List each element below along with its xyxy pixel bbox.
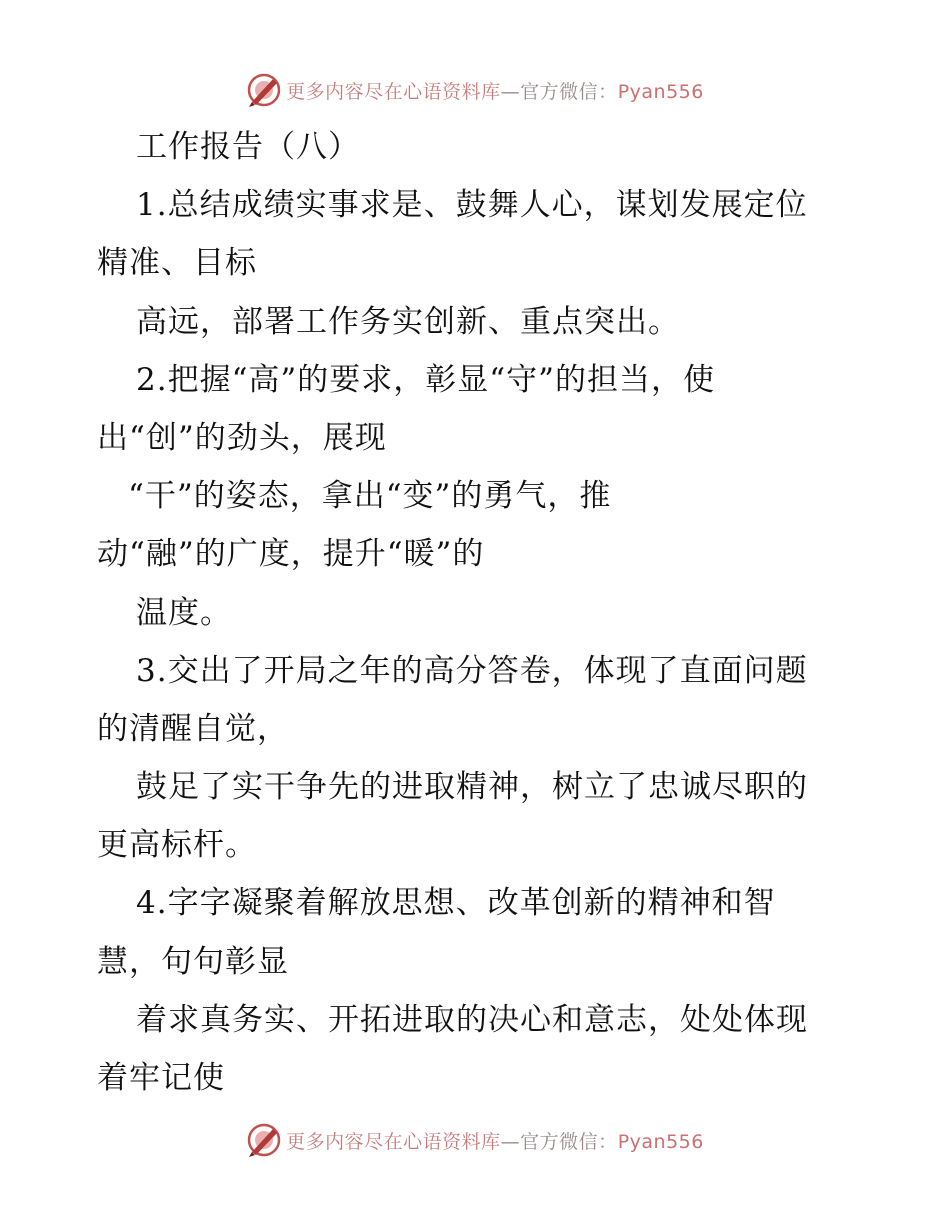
header-banner: [0, 70, 950, 110]
paragraph-line: 3.交出了开局之年的高分答卷，体现了直面问题: [136, 652, 808, 689]
paragraph-line: 的清醒自觉，: [97, 710, 289, 747]
paragraph-line: 精准、目标: [97, 245, 257, 282]
paragraph-line: 着求真务实、开拓进取的决心和意志，处处体现: [136, 1001, 808, 1038]
paragraph-line: 4.字字凝聚着解放思想、改革创新的精神和智: [136, 885, 776, 922]
paragraph-line: “干”的姿态，拿出“变”的勇气，推: [128, 478, 612, 515]
pen-logo-icon: [246, 72, 282, 108]
footer-banner: [0, 1120, 950, 1160]
paragraph-line: 动“融”的广度，提升“暖”的: [97, 536, 485, 573]
paragraph-line: 更高标杆。: [97, 827, 257, 864]
paragraph-line: 1.总结成绩实事求是、鼓舞人心，谋划发展定位: [136, 187, 808, 224]
paragraph-line: 高远，部署工作务实创新、重点突出。: [136, 303, 680, 340]
paragraph-line: 慧，句句彰显: [97, 943, 289, 980]
paragraph-line: 出“创”的劲头，展现: [97, 419, 387, 456]
pen-logo-icon: [246, 1122, 282, 1158]
paragraph-line: 鼓足了实干争先的进取精神，树立了忠诚尽职的: [136, 769, 808, 806]
banner-wechat-label: —官方微信：: [500, 80, 618, 103]
document-title: 工作报告（八）: [136, 129, 360, 165]
paragraph-line: 温度。: [136, 594, 232, 631]
banner-wechat-label: —官方微信：: [500, 1130, 618, 1153]
banner-wechat-id: Pyan556: [617, 1130, 704, 1153]
banner-text: 更多内容尽在心语资料库: [286, 1130, 501, 1153]
paragraph-line: 着牢记使: [97, 1060, 225, 1096]
banner-text: 更多内容尽在心语资料库: [286, 80, 501, 103]
banner-wechat-id: Pyan556: [617, 80, 704, 103]
document-body: [97, 118, 857, 1107]
paragraph-line: 2.把握“高”的要求，彰显“守”的担当，使: [136, 361, 715, 398]
